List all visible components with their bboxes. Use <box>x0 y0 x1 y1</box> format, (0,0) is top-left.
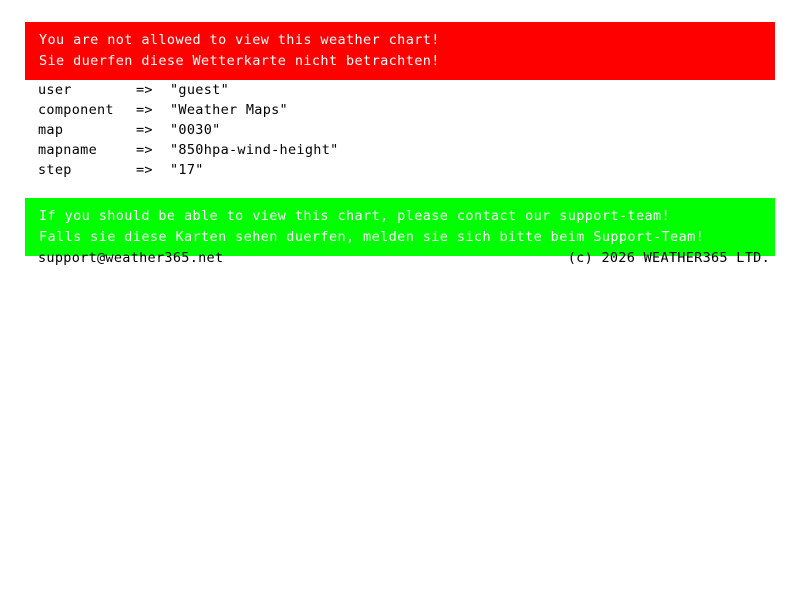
parameter-arrow: => <box>136 82 153 98</box>
parameter-key: step <box>38 162 72 178</box>
parameter-key: mapname <box>38 142 97 158</box>
parameter-value: "850hpa-wind-height" <box>170 142 339 158</box>
info-banner-line-en: If you should be able to view this chart, please contact our support-team! <box>39 208 671 224</box>
copyright-text: (c) 2026 WEATHER365 LTD. <box>567 250 770 266</box>
parameter-row <box>38 160 758 180</box>
parameter-arrow: => <box>136 142 153 158</box>
error-banner <box>25 22 775 80</box>
parameter-value: "17" <box>170 162 204 178</box>
error-banner-line-en: You are not allowed to view this weather chart! <box>39 32 440 48</box>
parameter-key: component <box>38 102 114 118</box>
info-banner-line-de: Falls sie diese Karten sehen duerfen, melden sie sich bitte beim Support-Team! <box>39 229 705 245</box>
parameter-row <box>38 80 758 100</box>
parameter-list <box>38 80 758 180</box>
page-footer <box>38 250 770 266</box>
parameter-row <box>38 100 758 120</box>
parameter-arrow: => <box>136 162 153 178</box>
parameter-row <box>38 140 758 160</box>
support-email-link[interactable]: support@weather365.net <box>38 250 224 266</box>
error-banner-line-de: Sie duerfen diese Wetterkarte nicht betrachten! <box>39 53 440 69</box>
parameter-key: user <box>38 82 72 98</box>
parameter-value: "Weather Maps" <box>170 102 288 118</box>
parameter-row <box>38 120 758 140</box>
parameter-arrow: => <box>136 102 153 118</box>
parameter-arrow: => <box>136 122 153 138</box>
parameter-value: "guest" <box>170 82 229 98</box>
info-banner <box>25 198 775 256</box>
parameter-value: "0030" <box>170 122 221 138</box>
parameter-key: map <box>38 122 64 138</box>
